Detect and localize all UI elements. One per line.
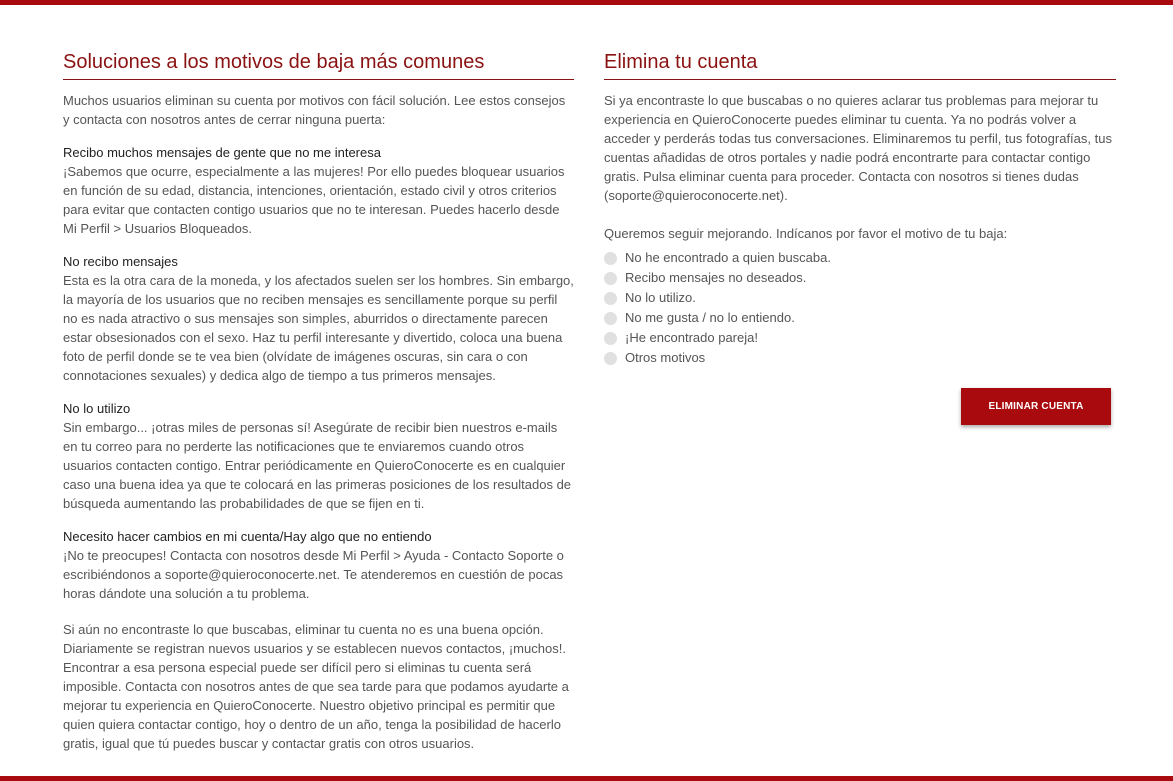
reason-option[interactable] bbox=[604, 308, 1116, 328]
delete-account-button[interactable]: ELIMINAR CUENTA bbox=[961, 388, 1111, 425]
delete-account-intro: Si ya encontraste lo que buscabas o no quieres aclarar tus problemas para mejorar tu experiencia en QuieroConocerte puedes eliminar tu cuenta. Ya no podrás volver a acceder y perderás todas tus conversaciones. Eliminaremos tu perfil, tus fotografías, tus cuentas añadidas de otros portales y nadie podrá encontrarte para contactar contigo gratis. Pulsa eliminar cuenta para proceder. Contacta con nosotros si tienes dudas (soporte@quieroconocerte.net). bbox=[604, 93, 1112, 203]
radio-button[interactable] bbox=[604, 312, 617, 325]
content-card bbox=[0, 5, 1173, 776]
radio-button[interactable] bbox=[604, 292, 617, 305]
solution-block bbox=[63, 399, 574, 513]
solution-block bbox=[63, 252, 574, 385]
solution-text: Esta es la otra cara de la moneda, y los afectados suelen ser los hombres. Sin embargo, la mayoría de los usuarios que no reciben mensajes es sencillamente porque su perfil no es nada atractivo o sus mensajes son simples, aburridos o directamente parecen estar obsesionados con el sexo. Haz tu perfil interesante y divertido, coloca una buena foto de perfil donde se te vea bien (olvídate de imágenes oscuras, sin cara o con connotaciones sexuales) y dedica algo de tiempo a tus primeros mensajes. bbox=[63, 273, 574, 383]
radio-button[interactable] bbox=[604, 252, 617, 265]
reason-label: Otros motivos bbox=[625, 350, 706, 365]
solution-text: Sin embargo... ¡otras miles de personas sí! Asegúrate de recibir bien nuestros e-mails en tu correo para no perderte las notificaciones que te enviaremos cuando otros usuarios contacten contigo. Entrar periódicamente en QuieroConocerte es en cualquier caso una buena idea ya que te colocará en las primeras posiciones de los resultados de búsqueda aumentando las probabilidades de que se fijen en ti. bbox=[63, 420, 572, 511]
reason-option[interactable] bbox=[604, 328, 1116, 348]
reason-option[interactable] bbox=[604, 248, 1116, 268]
solution-title: Necesito hacer cambios en mi cuenta/Hay algo que no entiendo bbox=[63, 529, 432, 544]
solution-title: Recibo muchos mensajes de gente que no me interesa bbox=[63, 145, 381, 160]
reason-option[interactable] bbox=[604, 268, 1116, 288]
reason-option[interactable] bbox=[604, 288, 1116, 308]
delete-account-column bbox=[604, 50, 1116, 448]
solution-title: No recibo mensajes bbox=[63, 254, 178, 269]
solution-block bbox=[63, 527, 574, 603]
solution-block bbox=[63, 143, 574, 238]
reason-question: Queremos seguir mejorando. Indícanos por favor el motivo de tu baja: bbox=[604, 226, 1008, 241]
reason-label: No me gusta / no lo entiendo. bbox=[625, 310, 795, 325]
reason-label: ¡He encontrado pareja! bbox=[625, 330, 758, 345]
radio-button[interactable] bbox=[604, 352, 617, 365]
solutions-title: Soluciones a los motivos de baja más comunes bbox=[63, 50, 574, 80]
reason-list bbox=[604, 248, 1116, 368]
radio-button[interactable] bbox=[604, 272, 617, 285]
reason-option[interactable] bbox=[604, 348, 1116, 368]
solution-text: ¡Sabemos que ocurre, especialmente a las mujeres! Por ello puedes bloquear usuarios en función de su edad, distancia, intenciones, orientación, estado civil y otros criterios para evitar que contacten contigo usuarios que no te interesan. Puedes hacerlo desde Mi Perfil > Usuarios Bloqueados. bbox=[63, 164, 565, 236]
button-row bbox=[604, 388, 1116, 448]
solution-text: ¡No te preocupes! Contacta con nosotros desde Mi Perfil > Ayuda - Contacto Soporte o escribiéndonos a soporte@quieroconocerte.net. Te atenderemos en cuestión de pocas horas dándote una solución a tu problema. bbox=[63, 548, 564, 601]
solutions-column bbox=[63, 50, 574, 753]
solution-title: No lo utilizo bbox=[63, 401, 131, 416]
reason-label: No he encontrado a quien buscaba. bbox=[625, 250, 831, 265]
solutions-intro: Muchos usuarios eliminan su cuenta por motivos con fácil solución. Lee estos consejos y contacta con nosotros antes de cerrar ninguna puerta: bbox=[63, 93, 566, 127]
radio-button[interactable] bbox=[604, 332, 617, 345]
reason-label: No lo utilizo. bbox=[625, 290, 696, 305]
delete-account-title: Elimina tu cuenta bbox=[604, 50, 1116, 80]
reason-label: Recibo mensajes no deseados. bbox=[625, 270, 807, 285]
closing-text: Si aún no encontraste lo que buscabas, eliminar tu cuenta no es una buena opción. Diariamente se registran nuevos usuarios y se establecen nuevos contactos, ¡muchos!. Encontrar a esa persona especial puede ser difícil pero si eliminas tu cuenta será imposible. Contacta con nosotros antes de que sea tarde para que podamos ayudarte a mejorar tu experiencia en QuieroConocerte. Nuestro objetivo principal es permitir que quien quiera contactar contigo, hoy o dentro de un año, tenga la posibilidad de hacerlo gratis, igual que tú puedes buscar y contactar gratis con otros usuarios. bbox=[63, 622, 569, 751]
